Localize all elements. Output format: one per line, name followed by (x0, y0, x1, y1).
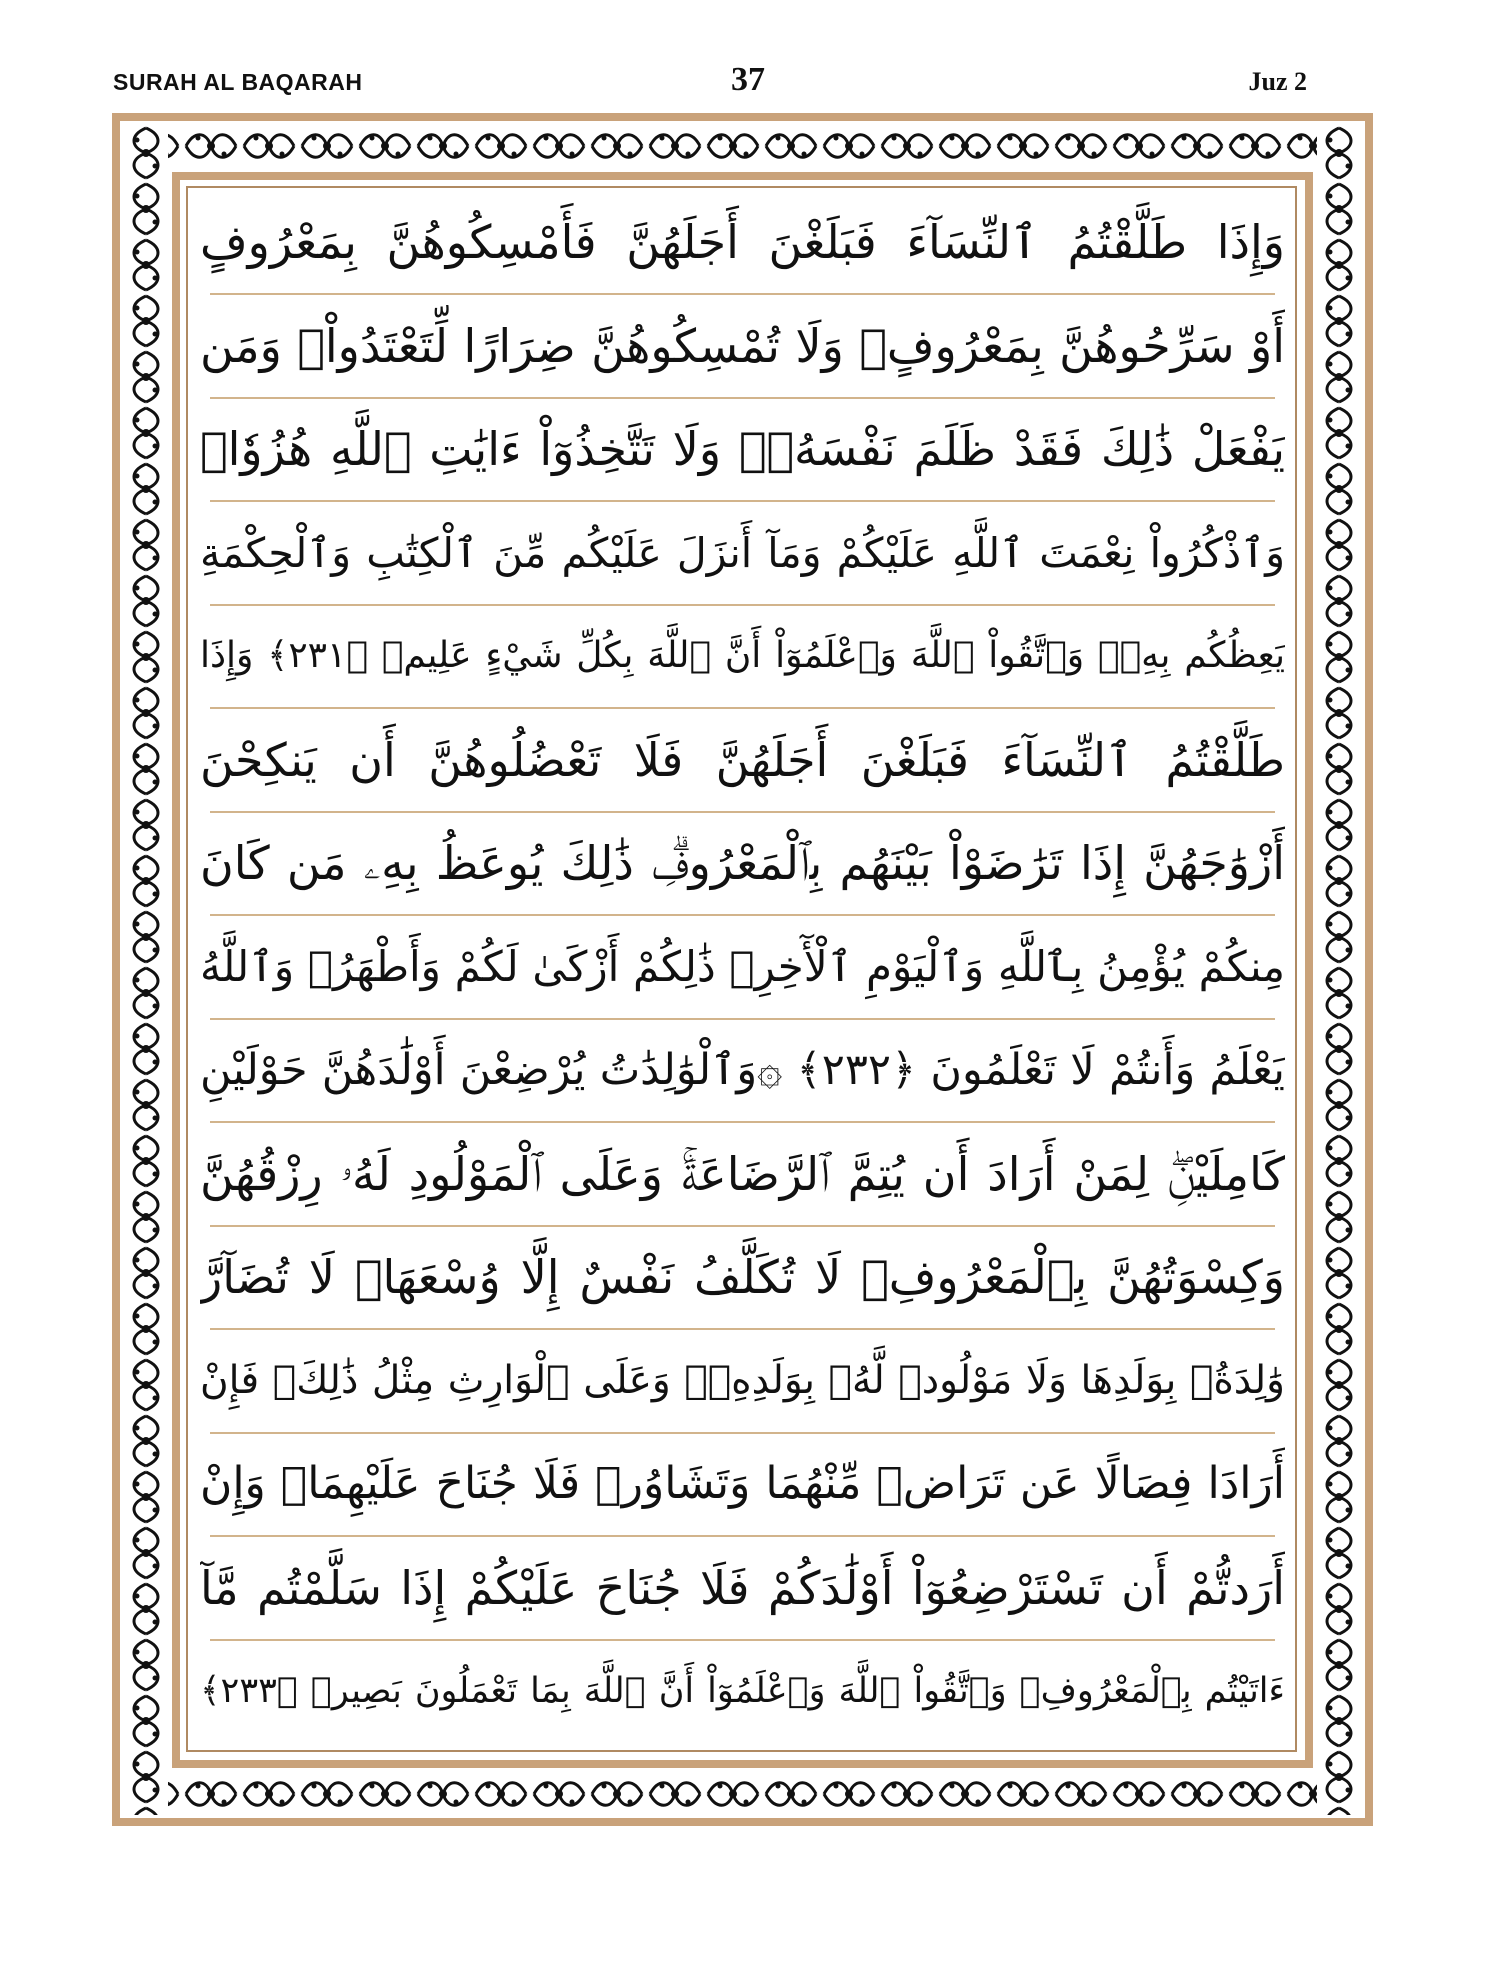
verse-line: وَٱذْكُرُواْ نِعْمَتَ ٱللَّهِ عَلَيْكُمْ وَمَآ أَنزَلَ عَلَيْكُم مِّنَ ٱلْكِتَٰبِ وَٱلْحِكْمَةِ (200, 528, 1285, 577)
verse-line: أَوْ سَرِّحُوهُنَّ بِمَعْرُوفٍۚ وَلَا تُمْسِكُوهُنَّ ضِرَارًا لِّتَعْتَدُواْۚ وَمَن (200, 318, 1285, 373)
page-number: 37 (731, 61, 765, 98)
verse-text-block (200, 190, 1285, 1743)
verse-line: وَٰلِدَةُۢ بِوَلَدِهَا وَلَا مَوْلُودٞ لَّهُۥ بِوَلَدِهِۦۚ وَعَلَى ٱلْوَارِثِ مِثْلُ ذَٰلِكَۗ فَإِنْ (200, 1357, 1285, 1403)
verse-line: وَإِذَا طَلَّقْتُمُ ٱلنِّسَآءَ فَبَلَغْنَ أَجَلَهُنَّ فَأَمْسِكُوهُنَّ بِمَعْرُوفٍ (200, 215, 1285, 269)
verse-line: يَعْلَمُ وَأَنتُمْ لَا تَعْلَمُونَ ﴿٢٣٢﴾ ۞وَٱلْوَٰلِدَٰتُ يُرْضِعْنَ أَوْلَٰدَهُنَّ حَوْلَيْنِ (200, 1045, 1285, 1095)
ornament-border-right (1317, 125, 1361, 1815)
verse-line: ءَاتَيْتُم بِٱلْمَعْرُوفِۗ وَٱتَّقُواْ ٱللَّهَ وَٱعْلَمُوٓاْ أَنَّ ٱللَّهَ بِمَا تَعْمَلُونَ بَصِيرٞ ﴿٢٣٣﴾ (200, 1671, 1285, 1711)
verse-line: مِنكُمْ يُؤْمِنُ بِٱللَّهِ وَٱلْيَوْمِ ٱلْأٓخِرِۗ ذَٰلِكُمْ أَزْكَىٰ لَكُمْ وَأَطْهَرُۚ وَٱللَّهُ (200, 941, 1285, 991)
ornament-border-top (124, 125, 1361, 167)
ornament-border-bottom (124, 1773, 1361, 1815)
verse-line: وَكِسْوَتُهُنَّ بِٱلْمَعْرُوفِۚ لَا تُكَلَّفُ نَفْسٌ إِلَّا وُسْعَهَاۚ لَا تُضَآرَّ (200, 1250, 1285, 1304)
juz-label: Juz 2 (1248, 67, 1307, 96)
surah-title: SURAH AL BAQARAH (113, 69, 363, 95)
verse-line: كَامِلَيْنِۖ لِمَنْ أَرَادَ أَن يُتِمَّ ٱلرَّضَاعَةَۚ وَعَلَى ٱلْمَوْلُودِ لَهُۥ رِزْقُهُنَّ (200, 1146, 1285, 1201)
verse-line: أَرَادَا فِصَالًا عَن تَرَاضٖ مِّنْهُمَا وَتَشَاوُرٖ فَلَا جُنَاحَ عَلَيْهِمَاۗ وَإِنْ (200, 1458, 1285, 1509)
ornament-border-left (124, 125, 168, 1815)
verse-line: طَلَّقْتُمُ ٱلنِّسَآءَ فَبَلَغْنَ أَجَلَهُنَّ فَلَا تَعْضُلُوهُنَّ أَن يَنكِحْنَ (200, 732, 1285, 787)
verse-line: يَعِظُكُم بِهِۦۚ وَٱتَّقُواْ ٱللَّهَ وَٱعْلَمُوٓاْ أَنَّ ٱللَّهَ بِكُلِّ شَيْءٍ عَلِيمٞ ﴿٢٣١﴾ وَإِذَا (200, 635, 1285, 676)
verse-line: أَزْوَٰجَهُنَّ إِذَا تَرَٰضَوْاْ بَيْنَهُم بِٱلْمَعْرُوفِۗ ذَٰلِكَ يُوعَظُ بِهِۦ مَن كَانَ (200, 836, 1285, 890)
verse-line: أَرَدتُّمْ أَن تَسْتَرْضِعُوٓاْ أَوْلَٰدَكُمْ فَلَا جُنَاحَ عَلَيْكُمْ إِذَا سَلَّمْتُم مَّآ (200, 1560, 1285, 1615)
verse-line: يَفْعَلْ ذَٰلِكَ فَقَدْ ظَلَمَ نَفْسَهُۥۚ وَلَا تَتَّخِذُوٓاْ ءَايَٰتِ ٱللَّهِ هُزُوٗاۚ (200, 422, 1285, 476)
